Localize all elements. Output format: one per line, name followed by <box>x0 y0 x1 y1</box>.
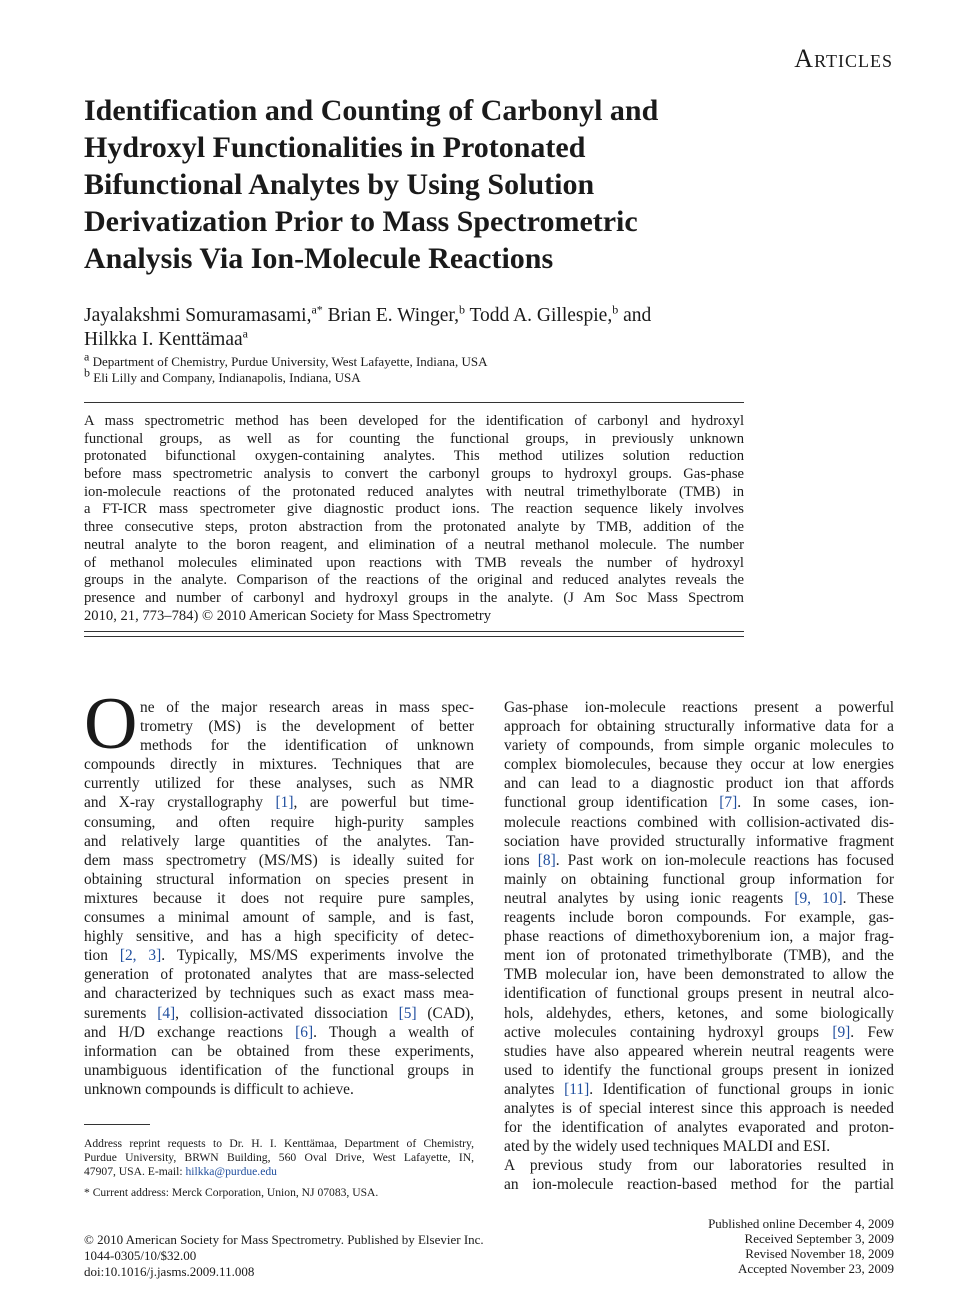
body-text: unknown compounds is difficult to achieve. <box>84 1080 354 1098</box>
body-text-line <box>84 870 474 889</box>
body-text: information can be obtained from these experiments, <box>84 1042 474 1060</box>
body-text-line <box>504 813 894 832</box>
body-text-line <box>504 698 894 717</box>
body-text: . Few <box>850 1023 894 1041</box>
abstract-line: protonated bifunctional oxygen-containing analytes. This method utilizes solution reduction <box>84 448 744 465</box>
body-text: hols, aldehydes, ethers, ketones, and some biologically <box>504 1004 894 1022</box>
body-text: consumes a minimal amount of sample, and is fast, <box>84 909 474 927</box>
body-text: and relatively large quantities of the analytes. Tan- <box>84 832 474 850</box>
body-text: complex biomolecules, because they occur at low energies <box>504 756 894 774</box>
body-text-line <box>504 717 894 736</box>
body-text: consuming, and often require high-purity samples <box>84 813 474 831</box>
body-text: analytes <box>504 1080 565 1098</box>
abstract-line: presence and number of carbonyl and hydroxyl groups in the analyte. (J Am Soc Mass Spectrom <box>84 589 744 606</box>
body-text: ne of the major research areas in mass spec- <box>140 699 474 716</box>
body-text: sociation have provided structurally informative fragment <box>504 832 894 850</box>
copyright-line: © 2010 American Society for Mass Spectrometry. Published by Elsevier Inc. <box>84 1232 484 1247</box>
abstract-line: 2010, 21, 773–784) © 2010 American Society for Mass Spectrometry <box>84 607 492 624</box>
body-text: used to identify the functional groups present in ionized <box>504 1061 894 1079</box>
footnote-line <box>84 1137 474 1151</box>
body-text-line <box>504 908 894 927</box>
body-text: ions <box>504 851 538 869</box>
abstract-line: of methanol molecules eliminated upon reactions with TMB reveals the number of hydroxyl <box>84 554 744 571</box>
abstract-line: before mass spectrometric analysis to convert the carbonyl groups to hydroxyl groups. Gas-phase <box>84 466 744 483</box>
body-text-line <box>504 755 894 774</box>
body-text-line <box>84 736 474 755</box>
body-text: unambiguous identification of the functional groups in <box>84 1061 474 1079</box>
body-text-line <box>84 927 474 946</box>
citation-link[interactable]: [7] <box>719 794 738 812</box>
body-text-line <box>504 1099 894 1118</box>
affiliation-mark: a <box>84 349 90 364</box>
body-text-line <box>84 793 474 812</box>
accepted-date: Accepted November 23, 2009 <box>738 1261 894 1276</box>
author-name: Jayalakshmi Somuramasami, <box>84 305 312 326</box>
body-text-line <box>84 889 474 908</box>
body-text-line <box>84 774 474 793</box>
author-affiliation-mark: b <box>458 302 465 317</box>
author-line <box>84 328 784 352</box>
author-name: Hilkka I. Kenttämaa <box>84 329 243 350</box>
body-text-line <box>504 1137 894 1156</box>
body-text: approach for obtaining structurally informative data for a <box>504 718 894 736</box>
body-text: dem mass spectrometry (MS/MS) is ideally suited for <box>84 851 474 869</box>
body-text: A previous study from our laboratories resulted in <box>504 1157 894 1175</box>
abstract-bottom-rule <box>84 636 744 637</box>
doi-line: doi:10.1016/j.jasms.2009.11.008 <box>84 1264 255 1279</box>
affiliation <box>84 349 488 370</box>
citation-link[interactable]: [9] <box>832 1023 851 1041</box>
title-line: Identification and Counting of Carbonyl and <box>84 94 659 127</box>
body-text-line <box>84 946 474 965</box>
body-text-line <box>504 1175 894 1194</box>
abstract-line: neutral analyte to the boron reagent, and elimination of a neutral methanol molecule. The number <box>84 536 744 553</box>
body-text: mixtures because it does not require pure samples, <box>84 889 474 907</box>
body-text-line <box>504 889 894 908</box>
body-text-line <box>84 1004 474 1023</box>
citation-link[interactable]: [8] <box>537 851 556 869</box>
abstract-line: groups in the analyte. Comparison of the reactions of the original and reduced analytes reveals the <box>84 572 744 589</box>
affiliation-text: Department of Chemistry, Purdue University, West Lafayette, Indiana, USA <box>89 354 488 369</box>
author-list <box>84 304 784 352</box>
received-date: Received September 3, 2009 <box>744 1231 894 1246</box>
title-line: Hydroxyl Functionalities in Protonated <box>84 131 586 164</box>
citation-link[interactable]: [5] <box>398 1004 417 1022</box>
body-text-line <box>504 793 894 812</box>
body-text: currently utilized for these analyses, such as NMR <box>84 775 474 793</box>
author-line <box>84 304 784 328</box>
body-text: studies have also appeared wherein neutral reagents were <box>504 1042 894 1060</box>
body-text: phase reactions of dimethoxyborenium ion, a major frag- <box>504 928 894 946</box>
abstract-line: three consecutive steps, proton abstraction from the protonated analyte by TMB, addition of the <box>84 519 744 536</box>
author-affiliation-mark: b <box>612 302 619 317</box>
citation-link[interactable]: [4] <box>157 1004 176 1022</box>
title-line: Analysis Via Ion-Molecule Reactions <box>84 242 554 275</box>
body-text: generation of protonated analytes that are mass-selected <box>84 966 474 984</box>
body-text: tion <box>84 947 120 965</box>
body-text-line <box>84 717 474 736</box>
body-text: highly sensitive, and has a high specificity of detec- <box>84 928 474 946</box>
abstract-line: a FT-ICR mass spectrometer give diagnostic product ions. The reaction sequence likely involves <box>84 501 744 518</box>
body-text: ated by the widely used techniques MALDI and ESI. <box>504 1138 831 1156</box>
body-text-line <box>504 870 894 889</box>
body-text-line <box>84 965 474 984</box>
body-text: , are powerful but time- <box>293 794 474 812</box>
footnote-rule <box>84 1124 150 1125</box>
body-text-line <box>84 1061 474 1080</box>
body-text-line <box>504 851 894 870</box>
abstract-line: ion-molecule reactions of the protonated reduced analytes with neutral trimethylborate (TMB) in <box>84 483 744 500</box>
author-affiliation-mark: a <box>242 326 248 341</box>
citation-link[interactable]: [1] <box>275 794 294 812</box>
body-text: active molecules containing hydroxyl groups <box>504 1023 833 1041</box>
body-text: . In some cases, ion- <box>737 794 894 812</box>
body-text: an ion-molecule reaction-based method for the partial <box>504 1176 894 1194</box>
body-text-line <box>504 1080 894 1099</box>
footnote-line <box>84 1151 474 1165</box>
body-column-left <box>84 698 474 1099</box>
body-text-line <box>504 832 894 851</box>
body-text-line <box>84 755 474 774</box>
body-text-line <box>504 1004 894 1023</box>
affiliation-text: Eli Lilly and Company, Indianapolis, Indiana, USA <box>90 370 361 385</box>
body-text: , collision-activated dissociation <box>175 1004 399 1022</box>
citation-link[interactable]: [2, 3] <box>119 947 162 965</box>
body-text: . Identification of functional groups in ionic <box>589 1080 894 1098</box>
body-text: trometry (MS) is the development of better <box>140 718 474 736</box>
body-text-line <box>504 1118 894 1137</box>
body-column-right <box>504 698 894 1194</box>
citation-link[interactable]: [9, 10] <box>794 889 843 907</box>
body-text-line <box>504 984 894 1003</box>
body-text: reagents include boron compounds. For example, gas- <box>504 909 894 927</box>
title-line: Bifunctional Analytes by Using Solution <box>84 168 595 201</box>
body-text: analytes is of special interest since this approach is needed <box>504 1099 894 1117</box>
author-name: Brian E. Winger, <box>322 305 459 326</box>
body-text-line <box>504 946 894 965</box>
body-text-line <box>84 698 474 717</box>
body-text: obtaining structural information on species present in <box>84 870 474 888</box>
body-text: mainly on obtaining functional group information for <box>504 870 894 888</box>
abstract <box>84 413 744 625</box>
publication-dates <box>708 1216 894 1276</box>
body-text: ment ion of protonated trimethylborate (TMB), and the <box>504 947 894 965</box>
body-text: for the identification of analytes evaporated and proton- <box>504 1119 894 1137</box>
citation-link[interactable]: [11] <box>564 1080 590 1098</box>
body-text: identification of functional groups present in neutral alco- <box>504 985 894 1003</box>
body-text-line <box>84 832 474 851</box>
body-text-line <box>504 1156 894 1175</box>
author-name: Todd A. Gillespie, <box>464 305 613 326</box>
body-text: and H/D exchange reactions <box>84 1023 296 1041</box>
body-text-line <box>84 984 474 1003</box>
abstract-top-rule <box>84 402 744 403</box>
abstract-bottom-rule <box>84 631 744 632</box>
body-text: . Typically, MS/MS experiments involve the <box>161 947 474 965</box>
email-link[interactable]: hilkka@purdue.edu <box>185 1165 277 1179</box>
footnotes <box>84 1137 474 1200</box>
body-text: molecule reactions combined with collision-activated dis- <box>504 813 894 831</box>
body-text-line <box>84 813 474 832</box>
body-text: TMB molecular ion, have been demonstrated to allow the <box>504 966 894 984</box>
body-text: Gas-phase ion-molecule reactions present a powerful <box>504 699 894 716</box>
abstract-line: A mass spectrometric method has been developed for the identification of carbonyl and hydroxyl <box>84 413 744 429</box>
section-label: Articles <box>794 44 893 73</box>
author-affiliation-mark: a* <box>311 302 323 317</box>
affiliation <box>84 365 487 386</box>
footnote-line <box>84 1165 474 1179</box>
body-text-line <box>504 1042 894 1061</box>
body-text: . These <box>842 889 894 907</box>
body-text: and X-ray crystallography <box>84 794 276 812</box>
body-text-line <box>84 1023 474 1042</box>
footnote-text: Purdue University, BRWN Building, 560 Oval Drive, West Lafayette, IN, <box>84 1151 474 1165</box>
body-text-line <box>504 1061 894 1080</box>
body-text: functional group identification <box>504 794 720 812</box>
body-text-line <box>84 908 474 927</box>
body-text-line <box>84 1080 474 1099</box>
body-text: compounds directly in mixtures. Techniques that are <box>84 756 474 774</box>
abstract-line: functional groups, as well as for counting the functional groups, in previously unknown <box>84 430 744 447</box>
article-title <box>84 92 784 277</box>
affiliations <box>84 349 488 386</box>
citation-link[interactable]: [6] <box>295 1023 314 1041</box>
body-text-line <box>84 1042 474 1061</box>
body-text-line <box>504 1023 894 1042</box>
body-text-line <box>504 774 894 793</box>
published-online-date: Published online December 4, 2009 <box>708 1216 894 1231</box>
body-text: and characterized by techniques such as exact mass mea- <box>84 985 474 1003</box>
body-text: and can lead to a diagnostic product ion that affords <box>504 775 894 793</box>
body-text: . Past work on ion-molecule reactions has focused <box>555 851 894 869</box>
footnote-text: 47907, USA. E-mail: <box>84 1165 186 1179</box>
body-text-line <box>504 965 894 984</box>
body-text: . Though a wealth of <box>313 1023 474 1041</box>
body-text-line <box>504 736 894 755</box>
issn-line: 1044-0305/10/$32.00 <box>84 1248 197 1263</box>
body-text: surements <box>84 1004 158 1022</box>
body-text: methods for the identification of unknown <box>140 737 474 755</box>
body-text-line <box>504 927 894 946</box>
title-line: Derivatization Prior to Mass Spectrometric <box>84 205 638 238</box>
footnote-line <box>84 1186 474 1200</box>
copyright-block <box>84 1232 484 1280</box>
footnote-text: * Current address: Merck Corporation, Union, NJ 07083, USA. <box>84 1185 379 1199</box>
author-conjunction: and <box>618 305 652 326</box>
drop-cap: O <box>84 683 138 765</box>
body-text: variety of compounds, from simple organic molecules to <box>504 737 894 755</box>
affiliation-mark: b <box>84 365 90 380</box>
body-text: neutral analytes by using ionic reagents <box>504 889 795 907</box>
body-text: (CAD), <box>416 1004 474 1022</box>
revised-date: Revised November 18, 2009 <box>745 1246 894 1261</box>
body-text-line <box>84 851 474 870</box>
footnote-text: Address reprint requests to Dr. H. I. Kenttämaa, Department of Chemistry, <box>84 1137 474 1150</box>
